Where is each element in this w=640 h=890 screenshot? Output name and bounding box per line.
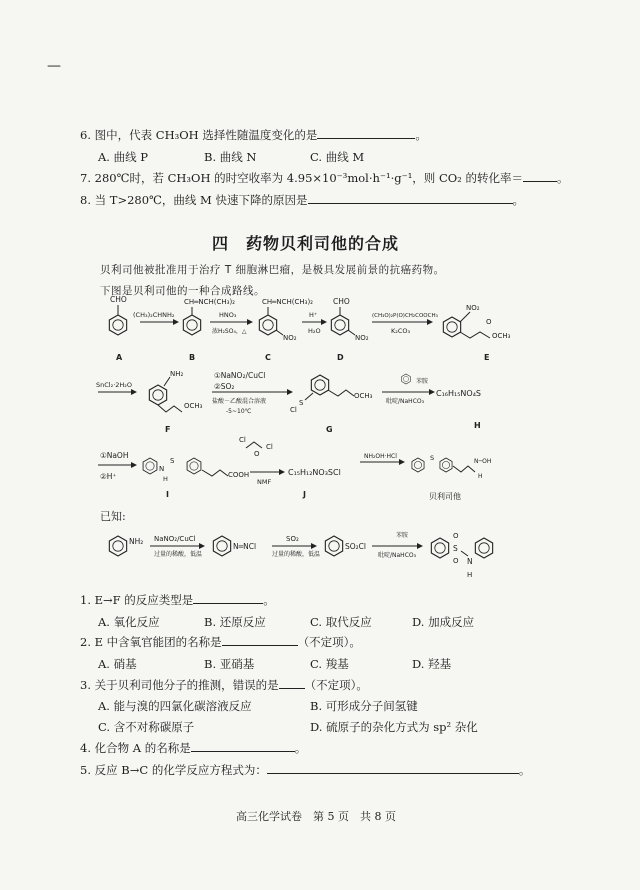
compound-d-group: CHO [333, 297, 350, 306]
page-footer: 高三化学试卷 第 5 页 共 8 页 [236, 810, 396, 823]
label-a: A [116, 353, 123, 362]
reagent-o: O [254, 450, 260, 458]
reagent-r6-3: 盐酸－乙酸混合溶液 [212, 398, 267, 405]
compound-f-ester: OCH₃ [184, 402, 203, 410]
compound-i-S: S [170, 457, 175, 465]
question-1 [80, 592, 275, 608]
compound-b-group: CH═NCH(CH₃)₂ [184, 298, 235, 306]
question-8-end: 。 [512, 193, 524, 207]
question-1-end: 。 [263, 593, 275, 607]
reagent-r6-2: ②SO₂ [214, 382, 235, 391]
question-6 [80, 127, 427, 143]
known-r3-bot: 吡啶/NaHCO₃ [378, 552, 417, 559]
q6-option-c[interactable]: C. 曲线 M [310, 150, 365, 164]
reagent-cl-2: Cl [266, 443, 273, 451]
q3-option-d[interactable]: D. 硫原子的杂化方式为 sp² 杂化 [310, 720, 478, 734]
section-title: 四 药物贝利司他的合成 [212, 234, 400, 253]
known-prod-S: S [453, 544, 458, 553]
compound-e-ester: OCH₃ [492, 332, 511, 340]
question-8-text: 8. 当 T>280℃，曲线 M 快速下降的原因是 [80, 193, 308, 207]
reagent-r2-top: HNO₃ [219, 311, 237, 319]
reagent-r7-bot: 吡啶/NaHCO₃ [386, 398, 425, 405]
compound-g-ester: OCH₃ [354, 392, 373, 400]
compound-i-H: H [163, 475, 168, 483]
label-e: E [484, 353, 490, 362]
reagent-r3-top: H⁺ [309, 311, 318, 319]
section-intro-1: 贝利司他被批准用于治疗 T 细胞淋巴瘤，是极具发展前景的抗癌药物。 [100, 264, 445, 276]
compound-c [259, 298, 313, 362]
question-3 [80, 677, 368, 693]
question-5-text: 5. 反应 B→C 的化学反应方程式为： [80, 763, 267, 777]
known-sm-group: NH₂ [129, 537, 144, 546]
compound-j-formula: C₁₅H₁₂NO₃SCl [288, 468, 341, 477]
reagent-r9-bot: NMF [257, 478, 272, 486]
compound-e [443, 304, 510, 362]
known-r1-bot: 过量的稀酸，低温 [154, 551, 203, 558]
compound-h-formula: C₁₆H₁₅NO₄S [436, 389, 481, 398]
question-1-text: 1. E→F 的反应类型是 [80, 593, 194, 607]
q1-option-d[interactable]: D. 加成反应 [412, 615, 475, 629]
question-7-end: 。 [556, 171, 569, 185]
top-mark: — [47, 58, 61, 74]
reagent-r8-2: ②H⁺ [100, 472, 117, 481]
compound-d-sub: NO₂ [355, 334, 369, 342]
known-r1-top: NaNO₂/CuCl [154, 535, 196, 543]
compound-f-group: NH₂ [170, 370, 184, 378]
compound-a [109, 295, 127, 362]
compound-product [412, 454, 491, 501]
q1-option-b[interactable]: B. 还原反应 [204, 615, 266, 629]
q1-option-a[interactable]: A. 氧化反应 [98, 615, 160, 629]
reagent-r8-1: ①NaOH [100, 451, 129, 460]
product-group: N─OH [474, 458, 492, 465]
question-4-end: 。 [294, 741, 307, 755]
product-S: S [430, 454, 435, 462]
compound-e-O: O [486, 318, 492, 326]
compound-i [143, 457, 249, 499]
reagent-r6-1: ①NaNO₂/CuCl [214, 371, 266, 380]
answer-blank-7[interactable] [523, 170, 557, 182]
question-5 [80, 762, 530, 778]
label-product: 贝利司他 [429, 492, 461, 501]
label-h: H [474, 421, 481, 430]
label-f: F [165, 425, 171, 434]
q2-option-d[interactable]: D. 羟基 [412, 657, 452, 671]
answer-blank-4[interactable] [191, 740, 295, 752]
q1-option-c[interactable]: C. 取代反应 [310, 615, 372, 629]
q3-option-b[interactable]: B. 可形成分子间氢键 [310, 699, 418, 713]
question-6-text: 6. 图中，代表 CH₃OH 选择性随温度变化的是 [80, 128, 318, 142]
known-reaction [109, 531, 492, 579]
answer-blank-6[interactable] [317, 127, 415, 139]
known-prod-O1: O [453, 532, 459, 540]
question-4-text: 4. 化合物 A 的名称是 [80, 741, 191, 755]
reagent-r4-bot: K₂CO₃ [391, 327, 411, 335]
question-2-text: 2. E 中含氧官能团的名称是 [80, 635, 222, 649]
compound-g-Cl: Cl [290, 406, 297, 414]
question-8 [80, 192, 524, 208]
reagent-r5: SnCl₂·2H₂O [96, 381, 133, 389]
compound-b [183, 298, 235, 362]
known-mid2: SO₂Cl [345, 542, 366, 551]
compound-f [149, 370, 202, 434]
q3-option-c[interactable]: C. 含不对称碳原子 [98, 720, 195, 734]
known-prod-N: N [467, 557, 473, 566]
q3-option-a[interactable]: A. 能与溴的四氯化碳溶液反应 [98, 699, 252, 713]
compound-g [290, 375, 373, 434]
known-prod-H: H [467, 571, 473, 579]
compound-d [331, 297, 368, 362]
q2-option-a[interactable]: A. 硝基 [98, 657, 137, 671]
reagent-r1: (CH₃)₂CHNH₂ [133, 311, 175, 319]
answer-blank-3[interactable] [279, 677, 305, 689]
reagent-r6-4: -5~10℃ [226, 408, 252, 415]
question-3-text: 3. 关于贝利司他分子的推测，错误的是 [80, 678, 279, 692]
question-2 [80, 634, 361, 650]
section-intro-2: 下图是贝利司他的一种合成路线。 [100, 285, 265, 297]
compound-i-N: N [159, 465, 165, 473]
label-d: D [337, 353, 344, 362]
question-7 [80, 170, 568, 186]
known-r2-top: SO₂ [286, 535, 299, 543]
product-H: H [478, 473, 483, 480]
label-g: G [326, 425, 333, 434]
known-r2-bot: 过量的稀酸，低温 [272, 551, 321, 558]
compound-e-sub: NO₂ [466, 304, 480, 312]
compound-i-acid: COOH [228, 471, 250, 479]
compound-c-sub: NO₂ [283, 334, 297, 342]
reagent-r3-bot: H₂O [308, 327, 321, 335]
answer-blank-5[interactable] [267, 762, 519, 774]
question-3-tail: （不定项）。 [304, 678, 368, 692]
compound-g-S: S [299, 399, 304, 407]
known-prod-O2: O [453, 557, 459, 565]
question-2-tail: （不定项）。 [297, 635, 361, 649]
q6-option-a[interactable]: A. 曲线 P [98, 150, 149, 164]
question-4 [80, 740, 306, 756]
question-5-end: 。 [518, 763, 531, 777]
reagent-r7-top: 苯胺 [416, 378, 429, 385]
question-7-text: 7. 280℃时，若 CH₃OH 的时空收率为 4.95×10⁻³mol·h⁻¹·g⁻¹，则 CO₂ 的转化率＝ [80, 171, 523, 185]
label-b: B [189, 353, 196, 362]
answer-blank-8[interactable] [308, 192, 513, 204]
reagent-cl-1: Cl [239, 436, 246, 444]
q6-option-b[interactable]: B. 曲线 N [204, 150, 257, 164]
label-j: J [303, 490, 306, 499]
known-label: 已知: [100, 510, 126, 523]
compound-a-group: CHO [110, 295, 127, 304]
reagent-r10: NH₂OH·HCl [364, 453, 397, 460]
compound-c-group: CH═NCH(CH₃)₂ [262, 298, 313, 306]
answer-blank-1[interactable] [193, 592, 263, 604]
known-mid1: N═NCl [233, 542, 257, 551]
answer-blank-2[interactable] [222, 634, 298, 646]
label-c: C [265, 353, 271, 362]
q2-option-c[interactable]: C. 羧基 [310, 657, 349, 671]
known-r3-top: 苯胺 [396, 532, 409, 539]
question-6-end: 。 [415, 128, 427, 142]
label-i: I [166, 490, 169, 499]
q2-option-b[interactable]: B. 亚硝基 [204, 657, 255, 671]
reagent-r2-bot: 浓H₂SO₄，△ [212, 328, 247, 335]
reagent-r4-top: (CH₃O)₂P(O)CH₂COOCH₃ [372, 313, 438, 319]
